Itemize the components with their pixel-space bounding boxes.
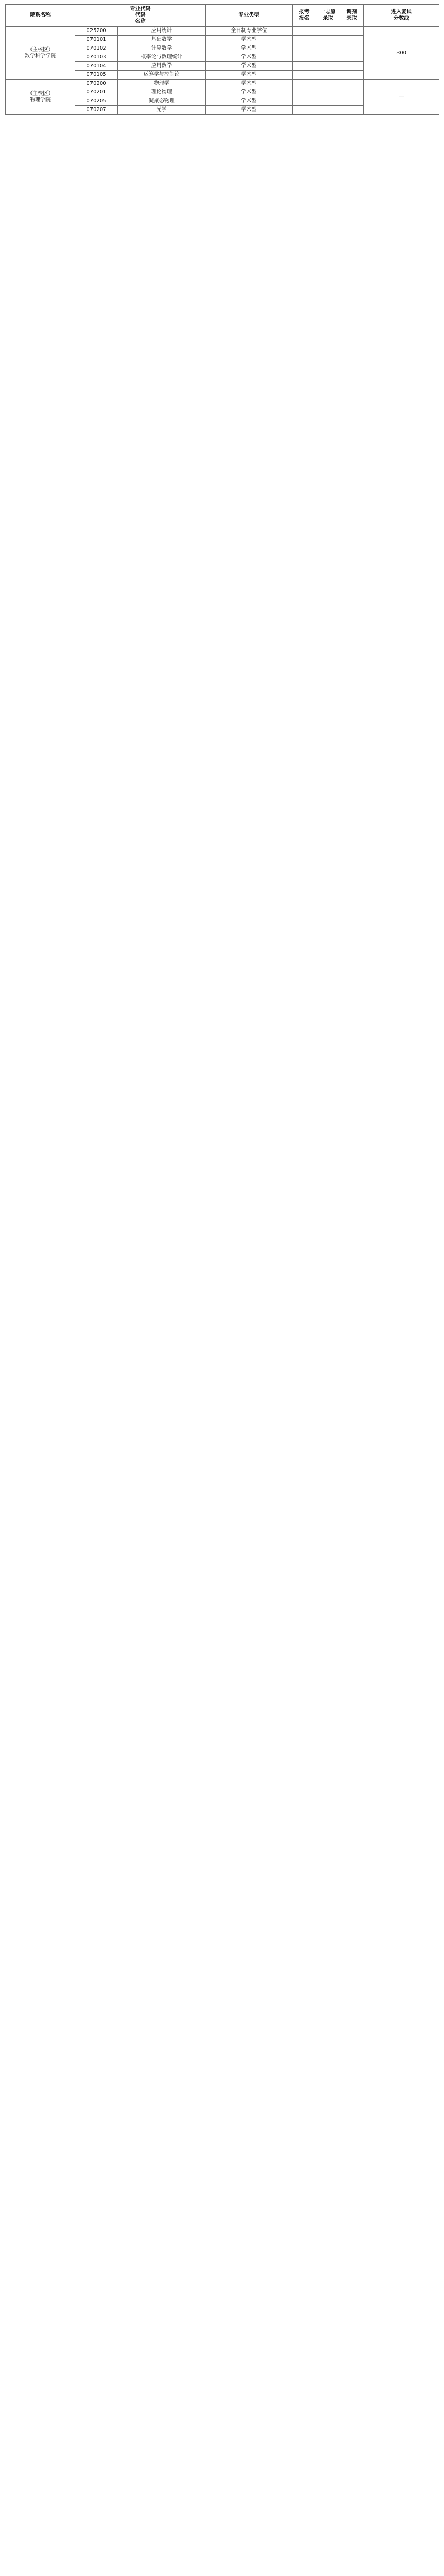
major-type-cell: 学术型 bbox=[206, 53, 293, 62]
table-body bbox=[6, 27, 439, 115]
header-admit-line2: 录取 bbox=[323, 15, 333, 21]
major-code-cell: 070102 bbox=[75, 44, 118, 53]
major-type-cell: 学术型 bbox=[206, 80, 293, 88]
header-college: 院系名称 bbox=[6, 5, 75, 27]
major-name-cell: 基础数学 bbox=[118, 36, 206, 44]
header-major-group-label: 专业代码 bbox=[130, 6, 151, 12]
major-name-cell: 理论物理 bbox=[118, 88, 206, 97]
table-header bbox=[6, 5, 439, 27]
adjust-count-cell bbox=[340, 106, 364, 115]
header-apply-line1: 报考 bbox=[299, 9, 310, 15]
header-admit-line1: 一志愿 bbox=[320, 9, 336, 15]
major-name-cell: 运筹学与控制论 bbox=[118, 71, 206, 80]
major-type-cell: 学术型 bbox=[206, 71, 293, 80]
apply-count-cell bbox=[293, 106, 316, 115]
college-cell: （主校区） 数学科学学院 bbox=[6, 27, 75, 80]
major-code-cell: 070200 bbox=[75, 80, 118, 88]
table-row bbox=[6, 27, 439, 36]
major-code-cell: 070207 bbox=[75, 106, 118, 115]
major-code-cell: 070101 bbox=[75, 36, 118, 44]
header-apply-line2: 报名 bbox=[299, 15, 310, 21]
apply-count-cell bbox=[293, 44, 316, 53]
major-code-cell: 025200 bbox=[75, 27, 118, 36]
major-name-cell: 凝聚态物理 bbox=[118, 97, 206, 106]
admit-count-cell bbox=[316, 62, 340, 71]
major-name-cell: 光学 bbox=[118, 106, 206, 115]
adjust-count-cell bbox=[340, 71, 364, 80]
admit-count-cell bbox=[316, 71, 340, 80]
major-type-cell: 学术型 bbox=[206, 44, 293, 53]
header-apply bbox=[293, 5, 316, 27]
adjust-count-cell bbox=[340, 80, 364, 88]
score-line-cell: — bbox=[364, 80, 439, 115]
apply-count-cell bbox=[293, 62, 316, 71]
header-type: 专业类型 bbox=[206, 5, 293, 27]
major-type-cell: 学术型 bbox=[206, 97, 293, 106]
major-type-cell: 学术型 bbox=[206, 88, 293, 97]
admission-table bbox=[5, 4, 439, 115]
header-adjust bbox=[340, 5, 364, 27]
admit-count-cell bbox=[316, 80, 340, 88]
apply-count-cell bbox=[293, 53, 316, 62]
apply-count-cell bbox=[293, 71, 316, 80]
major-name-cell: 应用数学 bbox=[118, 62, 206, 71]
header-major-group bbox=[75, 5, 206, 27]
major-type-cell: 学术型 bbox=[206, 62, 293, 71]
adjust-count-cell bbox=[340, 97, 364, 106]
adjust-count-cell bbox=[340, 62, 364, 71]
apply-count-cell bbox=[293, 97, 316, 106]
college-cell: （主校区） 物理学院 bbox=[6, 80, 75, 115]
major-name-cell: 物理学 bbox=[118, 80, 206, 88]
adjust-count-cell bbox=[340, 27, 364, 36]
adjust-count-cell bbox=[340, 44, 364, 53]
admit-count-cell bbox=[316, 36, 340, 44]
apply-count-cell bbox=[293, 36, 316, 44]
header-score-line2: 分数线 bbox=[393, 15, 409, 21]
header-name: 名称 bbox=[135, 19, 146, 24]
apply-count-cell bbox=[293, 80, 316, 88]
admit-count-cell bbox=[316, 106, 340, 115]
major-code-cell: 070104 bbox=[75, 62, 118, 71]
admit-count-cell bbox=[316, 97, 340, 106]
adjust-count-cell bbox=[340, 53, 364, 62]
major-name-cell: 概率论与数理统计 bbox=[118, 53, 206, 62]
header-adjust-line1: 调剂 bbox=[346, 9, 357, 15]
major-type-cell: 学术型 bbox=[206, 106, 293, 115]
major-code-cell: 070103 bbox=[75, 53, 118, 62]
adjust-count-cell bbox=[340, 36, 364, 44]
header-row bbox=[6, 5, 439, 27]
header-admit bbox=[316, 5, 340, 27]
apply-count-cell bbox=[293, 88, 316, 97]
admit-count-cell bbox=[316, 53, 340, 62]
admit-count-cell bbox=[316, 44, 340, 53]
major-code-cell: 070201 bbox=[75, 88, 118, 97]
major-type-cell: 全日制专业学位 bbox=[206, 27, 293, 36]
header-score bbox=[364, 5, 439, 27]
major-name-cell: 应用统计 bbox=[118, 27, 206, 36]
header-code: 代码 bbox=[135, 12, 146, 18]
major-name-cell: 计算数学 bbox=[118, 44, 206, 53]
major-code-cell: 070205 bbox=[75, 97, 118, 106]
major-type-cell: 学术型 bbox=[206, 36, 293, 44]
major-code-cell: 070105 bbox=[75, 71, 118, 80]
header-adjust-line2: 录取 bbox=[346, 15, 357, 21]
admit-count-cell bbox=[316, 88, 340, 97]
adjust-count-cell bbox=[340, 88, 364, 97]
score-line-cell: 300 bbox=[364, 27, 439, 80]
admit-count-cell bbox=[316, 27, 340, 36]
table-row bbox=[6, 80, 439, 88]
apply-count-cell bbox=[293, 27, 316, 36]
header-score-line1: 进入复试 bbox=[391, 9, 412, 15]
